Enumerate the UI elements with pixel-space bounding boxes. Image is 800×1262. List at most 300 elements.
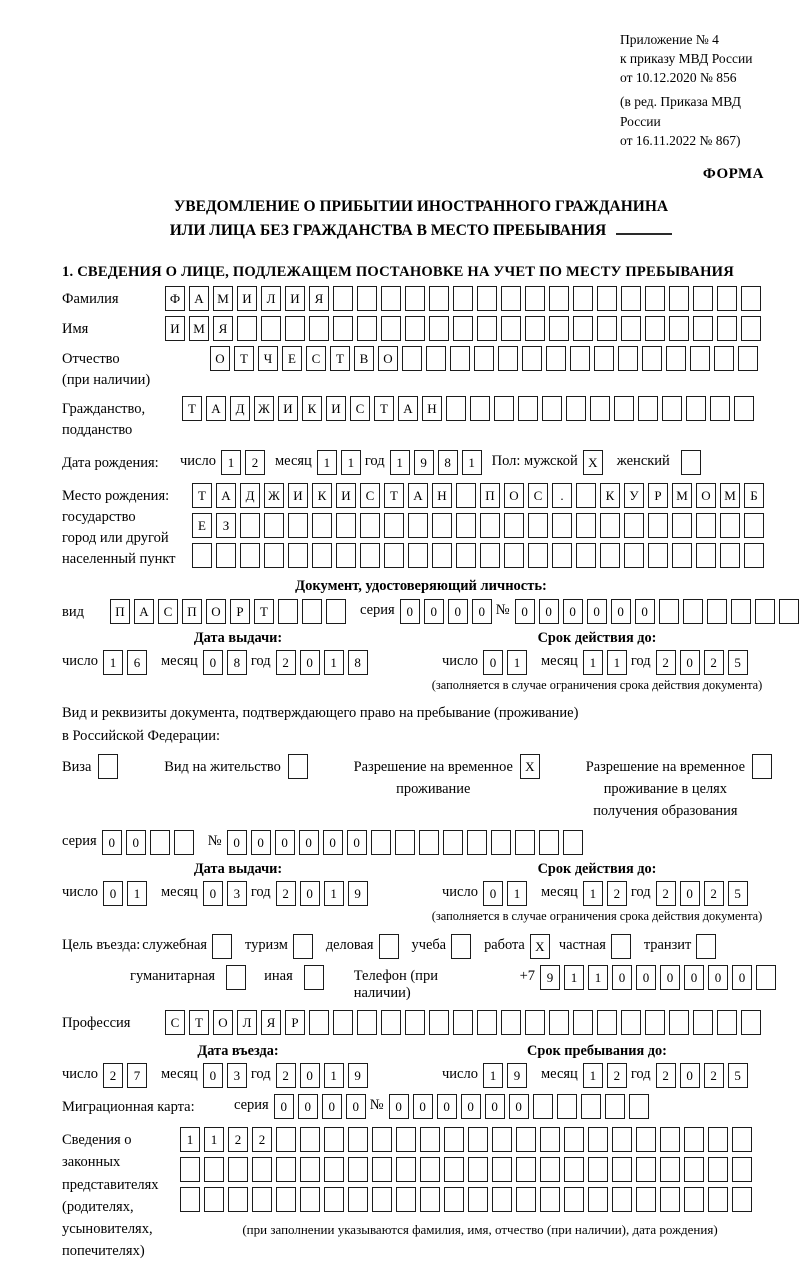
entry-year-input[interactable] bbox=[276, 1063, 372, 1088]
form-cell[interactable]: И bbox=[288, 483, 308, 508]
form-cell[interactable] bbox=[621, 286, 641, 311]
form-cell[interactable]: А bbox=[398, 396, 418, 421]
form-cell[interactable]: Р bbox=[285, 1010, 305, 1035]
form-cell[interactable] bbox=[288, 513, 308, 538]
form-cell[interactable]: Т bbox=[384, 483, 404, 508]
form-cell[interactable] bbox=[309, 1010, 329, 1035]
form-cell[interactable] bbox=[518, 396, 538, 421]
form-cell[interactable]: А bbox=[206, 396, 226, 421]
form-cell[interactable]: 0 bbox=[461, 1094, 481, 1119]
form-cell[interactable] bbox=[450, 346, 470, 371]
form-cell[interactable]: Т bbox=[330, 346, 350, 371]
form-cell[interactable] bbox=[542, 396, 562, 421]
form-cell[interactable]: 0 bbox=[448, 599, 468, 624]
form-cell[interactable]: 5 bbox=[728, 650, 748, 675]
form-cell[interactable] bbox=[552, 513, 572, 538]
form-cell[interactable] bbox=[324, 1157, 344, 1182]
form-cell[interactable]: 0 bbox=[323, 830, 343, 855]
form-cell[interactable] bbox=[326, 599, 346, 624]
patronymic-input[interactable] bbox=[210, 346, 762, 371]
form-cell[interactable]: 0 bbox=[732, 965, 752, 990]
form-cell[interactable] bbox=[564, 1157, 584, 1182]
form-cell[interactable] bbox=[597, 316, 617, 341]
form-cell[interactable]: 0 bbox=[274, 1094, 294, 1119]
form-cell[interactable]: Р bbox=[230, 599, 250, 624]
form-cell[interactable] bbox=[672, 513, 692, 538]
residence-permit-checkbox[interactable] bbox=[288, 754, 312, 779]
form-cell[interactable] bbox=[309, 316, 329, 341]
form-cell[interactable]: О bbox=[504, 483, 524, 508]
form-cell[interactable] bbox=[381, 286, 401, 311]
form-cell[interactable] bbox=[408, 543, 428, 568]
form-cell[interactable] bbox=[300, 1187, 320, 1212]
form-cell[interactable]: 2 bbox=[704, 1063, 724, 1088]
form-cell[interactable] bbox=[621, 1010, 641, 1035]
form-cell[interactable] bbox=[611, 934, 631, 959]
form-cell[interactable]: Т bbox=[374, 396, 394, 421]
firstname-input[interactable] bbox=[165, 316, 765, 341]
form-cell[interactable]: А bbox=[134, 599, 154, 624]
form-cell[interactable] bbox=[612, 1127, 632, 1152]
form-cell[interactable] bbox=[756, 965, 776, 990]
form-cell[interactable]: 9 bbox=[414, 450, 434, 475]
form-cell[interactable] bbox=[659, 599, 679, 624]
form-cell[interactable] bbox=[660, 1157, 680, 1182]
form-cell[interactable]: 1 bbox=[180, 1127, 200, 1152]
form-cell[interactable] bbox=[693, 316, 713, 341]
form-cell[interactable] bbox=[240, 513, 260, 538]
birthplace-line1-input[interactable] bbox=[192, 483, 768, 508]
form-cell[interactable]: . bbox=[552, 483, 572, 508]
purpose-delovaya-checkbox[interactable] bbox=[379, 934, 403, 959]
form-cell[interactable]: П bbox=[182, 599, 202, 624]
form-cell[interactable]: X bbox=[530, 934, 550, 959]
form-cell[interactable]: Ж bbox=[264, 483, 284, 508]
form-cell[interactable] bbox=[576, 513, 596, 538]
form-cell[interactable]: 1 bbox=[103, 650, 123, 675]
form-cell[interactable] bbox=[504, 543, 524, 568]
form-cell[interactable] bbox=[456, 483, 476, 508]
form-cell[interactable] bbox=[732, 1187, 752, 1212]
form-cell[interactable] bbox=[696, 543, 716, 568]
form-cell[interactable]: М bbox=[720, 483, 740, 508]
form-cell[interactable] bbox=[597, 1010, 617, 1035]
entry-month-input[interactable] bbox=[203, 1063, 251, 1088]
form-cell[interactable] bbox=[360, 543, 380, 568]
form-cell[interactable]: 0 bbox=[539, 599, 559, 624]
form-cell[interactable]: А bbox=[216, 483, 236, 508]
form-cell[interactable] bbox=[573, 286, 593, 311]
form-cell[interactable]: 0 bbox=[400, 599, 420, 624]
form-cell[interactable] bbox=[432, 513, 452, 538]
form-cell[interactable]: 2 bbox=[245, 450, 265, 475]
form-cell[interactable]: О bbox=[696, 483, 716, 508]
form-cell[interactable]: 0 bbox=[300, 1063, 320, 1088]
form-cell[interactable] bbox=[648, 543, 668, 568]
form-cell[interactable]: 9 bbox=[507, 1063, 527, 1088]
form-cell[interactable] bbox=[264, 513, 284, 538]
form-cell[interactable] bbox=[612, 1187, 632, 1212]
form-cell[interactable] bbox=[546, 346, 566, 371]
form-cell[interactable] bbox=[371, 830, 391, 855]
form-cell[interactable] bbox=[629, 1094, 649, 1119]
birthplace-line2-input[interactable] bbox=[192, 513, 768, 538]
form-cell[interactable] bbox=[732, 1127, 752, 1152]
form-cell[interactable] bbox=[348, 1127, 368, 1152]
stay-month-input[interactable] bbox=[583, 1063, 631, 1088]
form-cell[interactable] bbox=[576, 543, 596, 568]
form-cell[interactable] bbox=[444, 1157, 464, 1182]
form-cell[interactable] bbox=[684, 1127, 704, 1152]
form-cell[interactable] bbox=[446, 396, 466, 421]
form-cell[interactable]: Ч bbox=[258, 346, 278, 371]
form-cell[interactable]: 0 bbox=[347, 830, 367, 855]
form-cell[interactable] bbox=[525, 1010, 545, 1035]
valid-day-input[interactable] bbox=[483, 650, 531, 675]
form-cell[interactable] bbox=[525, 286, 545, 311]
form-cell[interactable] bbox=[666, 346, 686, 371]
form-cell[interactable] bbox=[420, 1127, 440, 1152]
form-cell[interactable] bbox=[741, 1010, 761, 1035]
form-cell[interactable]: 2 bbox=[656, 650, 676, 675]
form-cell[interactable] bbox=[276, 1157, 296, 1182]
form-cell[interactable]: 0 bbox=[437, 1094, 457, 1119]
form-cell[interactable] bbox=[192, 543, 212, 568]
form-cell[interactable]: Т bbox=[182, 396, 202, 421]
purpose-ucheba-checkbox[interactable] bbox=[451, 934, 475, 959]
form-cell[interactable] bbox=[645, 1010, 665, 1035]
form-cell[interactable] bbox=[566, 396, 586, 421]
form-cell[interactable] bbox=[443, 830, 463, 855]
form-cell[interactable] bbox=[336, 543, 356, 568]
form-cell[interactable] bbox=[357, 286, 377, 311]
form-cell[interactable]: И bbox=[278, 396, 298, 421]
form-cell[interactable] bbox=[516, 1157, 536, 1182]
form-cell[interactable] bbox=[588, 1187, 608, 1212]
form-cell[interactable] bbox=[204, 1157, 224, 1182]
form-cell[interactable]: Т bbox=[189, 1010, 209, 1035]
form-cell[interactable] bbox=[557, 1094, 577, 1119]
form-cell[interactable] bbox=[696, 513, 716, 538]
form-cell[interactable] bbox=[636, 1127, 656, 1152]
form-cell[interactable] bbox=[372, 1127, 392, 1152]
form-cell[interactable] bbox=[477, 286, 497, 311]
form-cell[interactable] bbox=[348, 1187, 368, 1212]
surname-input[interactable] bbox=[165, 286, 765, 311]
form-cell[interactable] bbox=[549, 316, 569, 341]
form-cell[interactable] bbox=[288, 754, 308, 779]
form-cell[interactable] bbox=[429, 286, 449, 311]
form-cell[interactable]: 1 bbox=[583, 1063, 603, 1088]
form-cell[interactable] bbox=[645, 286, 665, 311]
form-cell[interactable] bbox=[681, 450, 701, 475]
residence-valid-year-input[interactable] bbox=[656, 881, 752, 906]
form-cell[interactable]: 0 bbox=[299, 830, 319, 855]
issue-year-input[interactable] bbox=[276, 650, 372, 675]
form-cell[interactable]: 0 bbox=[680, 1063, 700, 1088]
form-cell[interactable] bbox=[276, 1187, 296, 1212]
form-cell[interactable]: 0 bbox=[298, 1094, 318, 1119]
form-cell[interactable] bbox=[779, 599, 799, 624]
form-cell[interactable]: 1 bbox=[462, 450, 482, 475]
form-cell[interactable] bbox=[420, 1157, 440, 1182]
form-cell[interactable] bbox=[474, 346, 494, 371]
form-cell[interactable] bbox=[669, 316, 689, 341]
form-cell[interactable]: 2 bbox=[228, 1127, 248, 1152]
form-cell[interactable]: С bbox=[158, 599, 178, 624]
form-cell[interactable] bbox=[372, 1187, 392, 1212]
form-cell[interactable]: 1 bbox=[507, 650, 527, 675]
form-cell[interactable] bbox=[515, 830, 535, 855]
form-cell[interactable]: 0 bbox=[660, 965, 680, 990]
form-cell[interactable]: О bbox=[210, 346, 230, 371]
form-cell[interactable]: С bbox=[350, 396, 370, 421]
form-cell[interactable] bbox=[467, 830, 487, 855]
form-cell[interactable] bbox=[180, 1157, 200, 1182]
form-cell[interactable] bbox=[468, 1157, 488, 1182]
form-cell[interactable]: 1 bbox=[127, 881, 147, 906]
form-cell[interactable] bbox=[573, 1010, 593, 1035]
form-cell[interactable] bbox=[381, 316, 401, 341]
form-cell[interactable]: Б bbox=[744, 483, 764, 508]
residence-issue-year-input[interactable] bbox=[276, 881, 372, 906]
form-cell[interactable]: С bbox=[306, 346, 326, 371]
form-cell[interactable] bbox=[336, 513, 356, 538]
stay-day-input[interactable] bbox=[483, 1063, 531, 1088]
sex-male-checkbox[interactable] bbox=[583, 450, 607, 475]
form-cell[interactable] bbox=[501, 316, 521, 341]
form-cell[interactable] bbox=[453, 286, 473, 311]
form-cell[interactable] bbox=[624, 543, 644, 568]
form-cell[interactable] bbox=[293, 934, 313, 959]
form-cell[interactable] bbox=[564, 1127, 584, 1152]
form-cell[interactable]: X bbox=[520, 754, 540, 779]
form-cell[interactable] bbox=[285, 316, 305, 341]
form-cell[interactable] bbox=[456, 513, 476, 538]
form-cell[interactable] bbox=[357, 316, 377, 341]
form-cell[interactable] bbox=[624, 513, 644, 538]
form-cell[interactable] bbox=[226, 965, 246, 990]
form-cell[interactable] bbox=[426, 346, 446, 371]
form-cell[interactable] bbox=[707, 599, 727, 624]
form-cell[interactable] bbox=[528, 513, 548, 538]
form-cell[interactable] bbox=[420, 1187, 440, 1212]
entry-day-input[interactable] bbox=[103, 1063, 151, 1088]
form-cell[interactable]: 0 bbox=[635, 599, 655, 624]
form-cell[interactable] bbox=[408, 513, 428, 538]
form-cell[interactable]: О bbox=[206, 599, 226, 624]
form-cell[interactable]: К bbox=[302, 396, 322, 421]
form-cell[interactable] bbox=[228, 1157, 248, 1182]
form-cell[interactable] bbox=[594, 346, 614, 371]
form-cell[interactable] bbox=[720, 543, 740, 568]
form-cell[interactable] bbox=[395, 830, 415, 855]
form-cell[interactable] bbox=[492, 1187, 512, 1212]
form-cell[interactable] bbox=[636, 1187, 656, 1212]
form-cell[interactable]: 0 bbox=[483, 650, 503, 675]
temp-residence-checkbox[interactable] bbox=[520, 754, 544, 779]
form-cell[interactable] bbox=[540, 1127, 560, 1152]
form-cell[interactable] bbox=[405, 316, 425, 341]
visa-checkbox[interactable] bbox=[98, 754, 122, 779]
form-cell[interactable]: 5 bbox=[728, 1063, 748, 1088]
form-cell[interactable]: 1 bbox=[341, 450, 361, 475]
form-cell[interactable] bbox=[501, 286, 521, 311]
form-cell[interactable]: М bbox=[189, 316, 209, 341]
form-cell[interactable] bbox=[732, 1157, 752, 1182]
form-cell[interactable] bbox=[180, 1187, 200, 1212]
form-cell[interactable]: И bbox=[285, 286, 305, 311]
form-cell[interactable]: 3 bbox=[227, 1063, 247, 1088]
form-cell[interactable] bbox=[618, 346, 638, 371]
form-cell[interactable]: 0 bbox=[680, 650, 700, 675]
form-cell[interactable] bbox=[708, 1157, 728, 1182]
form-cell[interactable] bbox=[590, 396, 610, 421]
form-cell[interactable]: И bbox=[237, 286, 257, 311]
form-cell[interactable] bbox=[717, 286, 737, 311]
form-cell[interactable]: И bbox=[165, 316, 185, 341]
form-cell[interactable] bbox=[690, 346, 710, 371]
form-cell[interactable]: 1 bbox=[583, 650, 603, 675]
form-cell[interactable]: 1 bbox=[221, 450, 241, 475]
form-cell[interactable]: 1 bbox=[483, 1063, 503, 1088]
form-cell[interactable]: 2 bbox=[656, 1063, 676, 1088]
form-cell[interactable] bbox=[708, 1187, 728, 1212]
citizenship-input[interactable] bbox=[182, 396, 758, 421]
form-cell[interactable]: 8 bbox=[438, 450, 458, 475]
form-cell[interactable]: 0 bbox=[485, 1094, 505, 1119]
residence-valid-month-input[interactable] bbox=[583, 881, 631, 906]
birthplace-line3-input[interactable] bbox=[192, 543, 768, 568]
form-cell[interactable]: Я bbox=[213, 316, 233, 341]
form-cell[interactable]: Л bbox=[237, 1010, 257, 1035]
form-cell[interactable] bbox=[470, 396, 490, 421]
form-cell[interactable]: 2 bbox=[607, 881, 627, 906]
residence-issue-day-input[interactable] bbox=[103, 881, 151, 906]
form-cell[interactable]: 0 bbox=[203, 1063, 223, 1088]
doc-number-input[interactable] bbox=[515, 599, 800, 624]
form-cell[interactable] bbox=[204, 1187, 224, 1212]
valid-month-input[interactable] bbox=[583, 650, 631, 675]
form-cell[interactable] bbox=[333, 1010, 353, 1035]
form-cell[interactable]: 0 bbox=[587, 599, 607, 624]
form-cell[interactable] bbox=[98, 754, 118, 779]
form-cell[interactable] bbox=[360, 513, 380, 538]
form-cell[interactable] bbox=[451, 934, 471, 959]
form-cell[interactable] bbox=[444, 1187, 464, 1212]
form-cell[interactable] bbox=[468, 1127, 488, 1152]
form-cell[interactable] bbox=[396, 1127, 416, 1152]
form-cell[interactable] bbox=[588, 1127, 608, 1152]
form-cell[interactable]: 8 bbox=[227, 650, 247, 675]
form-cell[interactable]: 1 bbox=[204, 1127, 224, 1152]
form-cell[interactable] bbox=[669, 286, 689, 311]
representatives-line3-input[interactable] bbox=[180, 1187, 780, 1212]
migration-series-input[interactable] bbox=[274, 1094, 370, 1119]
form-cell[interactable] bbox=[693, 1010, 713, 1035]
form-cell[interactable] bbox=[717, 1010, 737, 1035]
issue-day-input[interactable] bbox=[103, 650, 151, 675]
form-cell[interactable]: 1 bbox=[324, 881, 344, 906]
form-cell[interactable]: 1 bbox=[564, 965, 584, 990]
form-cell[interactable] bbox=[228, 1187, 248, 1212]
form-cell[interactable] bbox=[453, 1010, 473, 1035]
form-cell[interactable]: 1 bbox=[317, 450, 337, 475]
form-cell[interactable]: Е bbox=[192, 513, 212, 538]
form-cell[interactable] bbox=[614, 396, 634, 421]
birth-year-input[interactable] bbox=[390, 450, 486, 475]
form-cell[interactable] bbox=[600, 513, 620, 538]
form-cell[interactable] bbox=[324, 1127, 344, 1152]
form-cell[interactable] bbox=[564, 1187, 584, 1212]
form-cell[interactable]: А bbox=[189, 286, 209, 311]
form-cell[interactable] bbox=[480, 513, 500, 538]
form-cell[interactable] bbox=[333, 286, 353, 311]
form-cell[interactable] bbox=[379, 934, 399, 959]
form-cell[interactable]: 7 bbox=[127, 1063, 147, 1088]
form-cell[interactable]: 0 bbox=[126, 830, 146, 855]
form-cell[interactable] bbox=[752, 754, 772, 779]
representatives-line1-input[interactable] bbox=[180, 1127, 780, 1152]
form-cell[interactable] bbox=[662, 396, 682, 421]
form-cell[interactable] bbox=[710, 396, 730, 421]
form-cell[interactable] bbox=[570, 346, 590, 371]
form-cell[interactable]: 2 bbox=[276, 650, 296, 675]
form-cell[interactable]: X bbox=[583, 450, 603, 475]
form-cell[interactable] bbox=[494, 396, 514, 421]
form-cell[interactable]: 0 bbox=[102, 830, 122, 855]
form-cell[interactable] bbox=[540, 1187, 560, 1212]
form-cell[interactable] bbox=[381, 1010, 401, 1035]
form-cell[interactable] bbox=[491, 830, 511, 855]
form-cell[interactable] bbox=[741, 286, 761, 311]
stay-year-input[interactable] bbox=[656, 1063, 752, 1088]
sex-female-checkbox[interactable] bbox=[681, 450, 705, 475]
form-cell[interactable] bbox=[300, 1157, 320, 1182]
form-cell[interactable] bbox=[528, 543, 548, 568]
form-cell[interactable]: 0 bbox=[708, 965, 728, 990]
form-cell[interactable]: 0 bbox=[563, 599, 583, 624]
form-cell[interactable]: Е bbox=[282, 346, 302, 371]
residence-issue-month-input[interactable] bbox=[203, 881, 251, 906]
form-cell[interactable]: И bbox=[326, 396, 346, 421]
representatives-line2-input[interactable] bbox=[180, 1157, 780, 1182]
form-cell[interactable] bbox=[324, 1187, 344, 1212]
form-cell[interactable] bbox=[288, 543, 308, 568]
form-cell[interactable] bbox=[405, 1010, 425, 1035]
form-cell[interactable]: И bbox=[336, 483, 356, 508]
form-cell[interactable] bbox=[492, 1157, 512, 1182]
form-cell[interactable] bbox=[456, 543, 476, 568]
form-cell[interactable]: 0 bbox=[611, 599, 631, 624]
form-cell[interactable] bbox=[384, 513, 404, 538]
form-cell[interactable]: 1 bbox=[507, 881, 527, 906]
form-cell[interactable]: 0 bbox=[275, 830, 295, 855]
form-cell[interactable] bbox=[480, 543, 500, 568]
form-cell[interactable]: А bbox=[408, 483, 428, 508]
form-cell[interactable]: 0 bbox=[472, 599, 492, 624]
form-cell[interactable] bbox=[605, 1094, 625, 1119]
purpose-chastnaya-checkbox[interactable] bbox=[611, 934, 635, 959]
form-cell[interactable]: 2 bbox=[704, 881, 724, 906]
form-cell[interactable] bbox=[549, 1010, 569, 1035]
form-cell[interactable] bbox=[533, 1094, 553, 1119]
phone-input[interactable] bbox=[540, 965, 780, 990]
form-cell[interactable] bbox=[717, 316, 737, 341]
form-cell[interactable]: 0 bbox=[251, 830, 271, 855]
form-cell[interactable]: Н bbox=[432, 483, 452, 508]
form-cell[interactable] bbox=[525, 316, 545, 341]
